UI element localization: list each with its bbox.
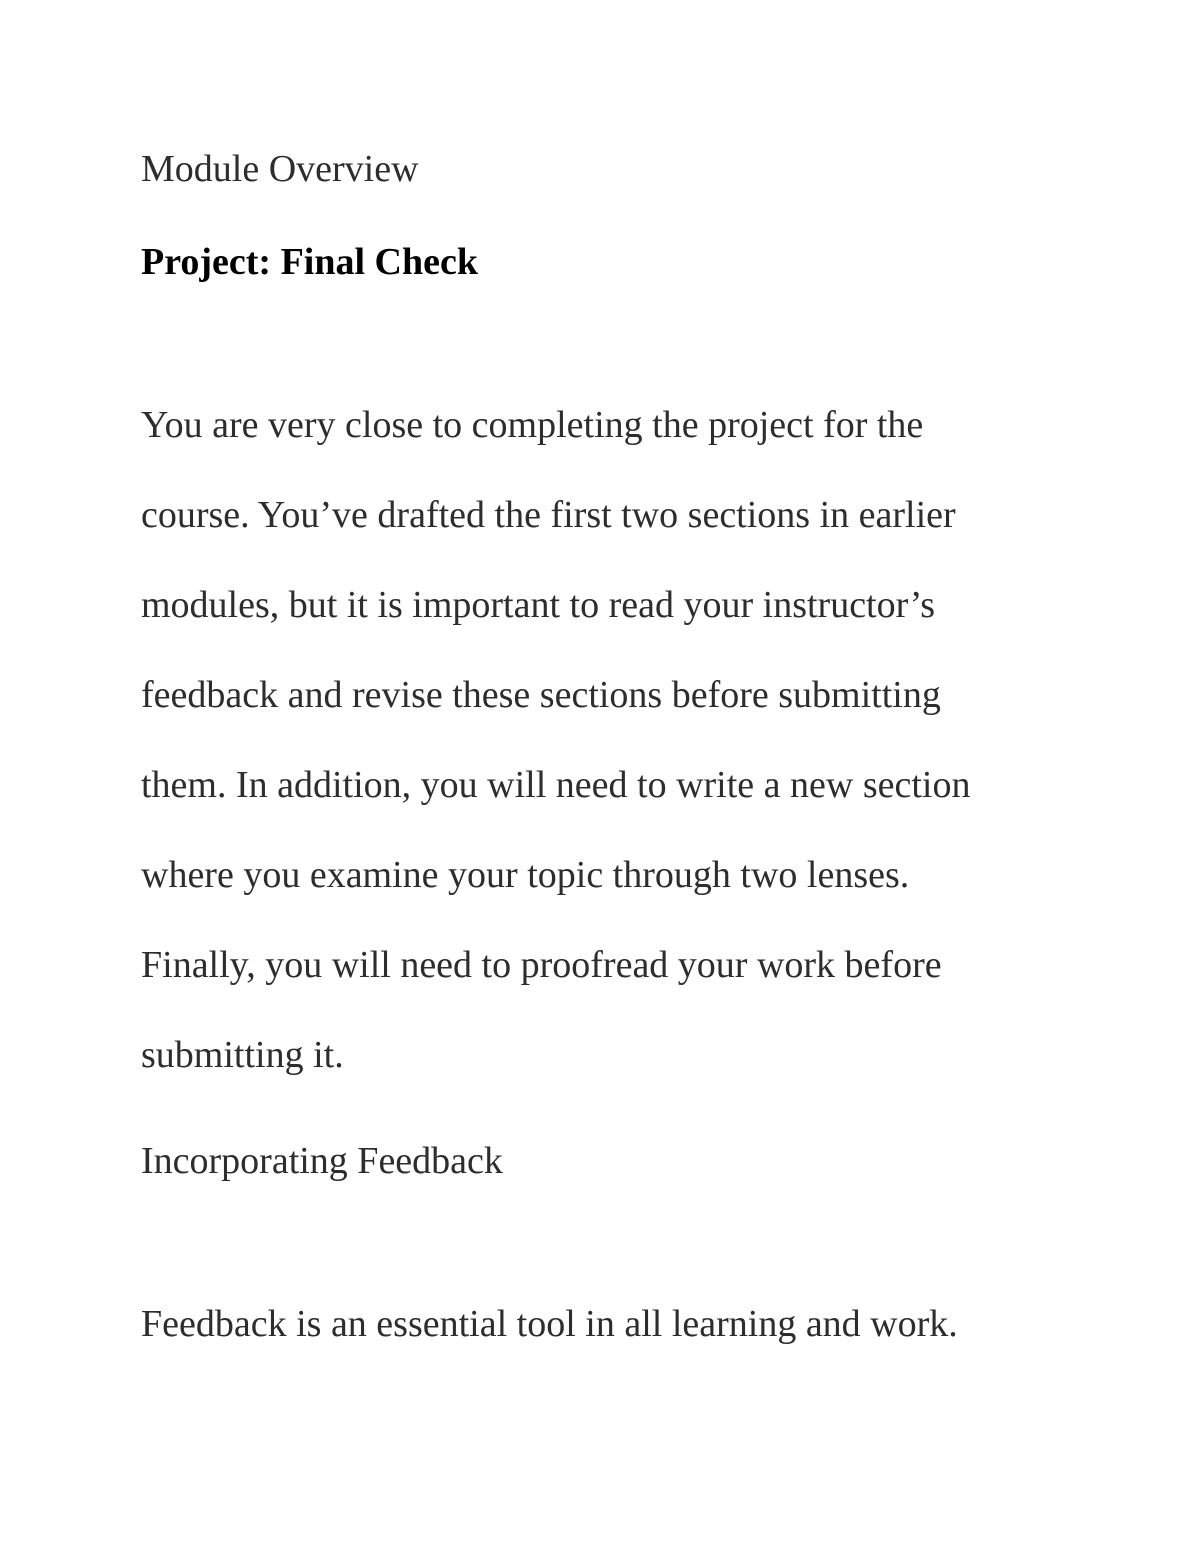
paragraph-line: them. In addition, you will need to write a new section bbox=[141, 764, 971, 806]
module-heading: Module Overview bbox=[141, 148, 419, 190]
paragraph-line: modules, but it is important to read your instructor’s bbox=[141, 584, 936, 626]
paragraph-line: Finally, you will need to proofread your work before bbox=[141, 944, 942, 986]
paragraph-line: course. You’ve drafted the first two sections in earlier bbox=[141, 494, 956, 536]
paragraph-line: feedback and revise these sections before submitting bbox=[141, 674, 941, 716]
paragraph-line: submitting it. bbox=[141, 1034, 344, 1076]
project-title: Project: Final Check bbox=[141, 241, 478, 283]
paragraph-line: where you examine your topic through two lenses. bbox=[141, 854, 910, 896]
section-heading: Incorporating Feedback bbox=[141, 1140, 503, 1182]
paragraph-line: You are very close to completing the project for the bbox=[141, 404, 924, 446]
paragraph-line: Feedback is an essential tool in all learning and work. bbox=[141, 1303, 958, 1345]
